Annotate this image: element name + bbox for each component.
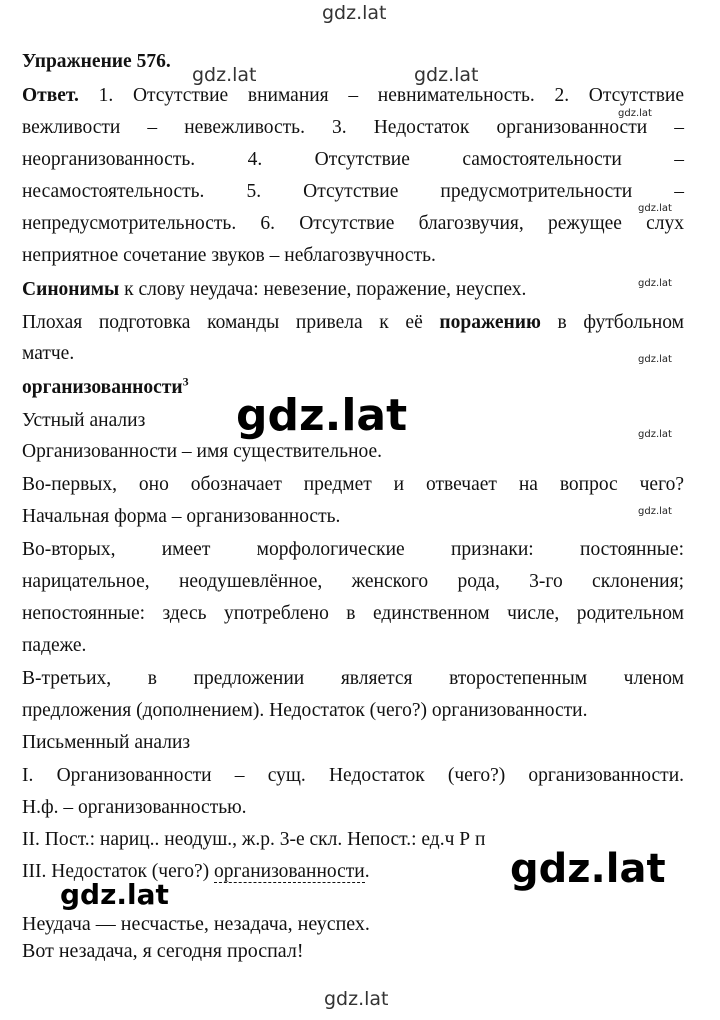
synonyms-text: к слову неудача: невезение, поражение, неуспех. <box>119 279 527 300</box>
watermark-large-center: gdz.lat <box>236 390 408 441</box>
example-line-1 <box>22 311 684 335</box>
written-line-2: Н.ф. – организованностью. <box>22 797 247 818</box>
watermark-near-title-1: gdz.lat <box>192 64 257 86</box>
answer-line-5: непредусмотрительность. 6. Отсутствие благозвучия, режущее слух <box>22 213 684 234</box>
oral-line-3: Начальная форма – организованность. <box>22 506 341 527</box>
watermark-top: gdz.lat <box>322 2 387 24</box>
watermark-small: gdz.lat <box>638 506 672 517</box>
written-line-3: II. Пост.: нариц.. неодуш., ж.р. 3-е скл. Непост.: ед.ч Р п <box>22 829 486 850</box>
oral-line-2: Во-первых, оно обозначает предмет и отвечает на вопрос чего? <box>22 474 684 495</box>
oral-line-6: непостоянные: здесь употреблено в единственном числе, родительном <box>22 603 684 624</box>
answer-line-6: неприятное сочетание звуков – неблагозвучность. <box>22 245 436 266</box>
watermark-bottom: gdz.lat <box>324 988 389 1010</box>
written-line-4-text: III. Недостаток (чего?) <box>22 861 215 882</box>
watermark-small: gdz.lat <box>638 203 672 214</box>
synonyms-label: Синонимы <box>22 279 120 300</box>
watermark-small: gdz.lat <box>618 108 652 119</box>
extra-line-1: Неудача — несчастье, незадача, неуспех. <box>22 913 370 935</box>
written-analysis-title: Письменный анализ <box>22 732 191 753</box>
answer-line-3: неорганизованность. 4. Отсутствие самостоятельности – <box>22 149 684 170</box>
watermark-small: gdz.lat <box>638 278 672 289</box>
oral-line-1: Организованности – имя существительное. <box>22 441 383 462</box>
answer-label: Ответ. <box>22 85 79 106</box>
extra-line-2: Вот незадача, я сегодня проспал! <box>22 940 304 962</box>
watermark-large-right: gdz.lat <box>510 846 666 892</box>
oral-line-8: В-третьих, в предложении является второстепенным членом <box>22 668 684 689</box>
written-line-4-end: . <box>364 861 370 882</box>
answer-line-4: несамостоятельность. 5. Отсутствие предусмотрительности – <box>22 181 684 202</box>
answer-text: 1. Отсутствие внимания – невнимательность. 2. Отсутствие <box>98 85 685 106</box>
underlined-word: организованности <box>214 861 365 882</box>
oral-line-5: нарицательное, неодушевлённое, женского рода, 3-го склонения; <box>22 571 684 592</box>
oral-line-9: предложения (дополнением). Недостаток (чего?) организованности. <box>22 700 588 721</box>
example-line-2: матче. <box>22 343 75 364</box>
oral-line-4: Во-вторых, имеет морфологические признаки: постоянные: <box>22 539 684 560</box>
written-line-1: I. Организованности – сущ. Недостаток (чего?) организованности. <box>22 765 684 786</box>
oral-line-7: падеже. <box>22 635 87 656</box>
example-before: Плохая подготовка команды привела к её <box>22 312 440 333</box>
answer-line-2: вежливости – невежливость. 3. Недостаток организованности – <box>22 117 684 138</box>
analysis-word-sup: 3 <box>182 374 189 389</box>
watermark-near-title-2: gdz.lat <box>414 64 479 86</box>
synonyms-line <box>22 278 684 302</box>
watermark-small: gdz.lat <box>638 354 672 365</box>
answer-line-1 <box>22 84 684 108</box>
analysis-word-text: организованности <box>22 377 183 398</box>
exercise-title <box>22 50 684 74</box>
oral-analysis-title: Устный анализ <box>22 410 146 431</box>
watermark-large-left: gdz.lat <box>60 878 169 911</box>
example-after: в футбольном <box>540 312 684 333</box>
exercise-title-text: Упражнение 576. <box>22 51 171 72</box>
watermark-small: gdz.lat <box>638 429 672 440</box>
example-bold-word: поражению <box>439 312 541 333</box>
